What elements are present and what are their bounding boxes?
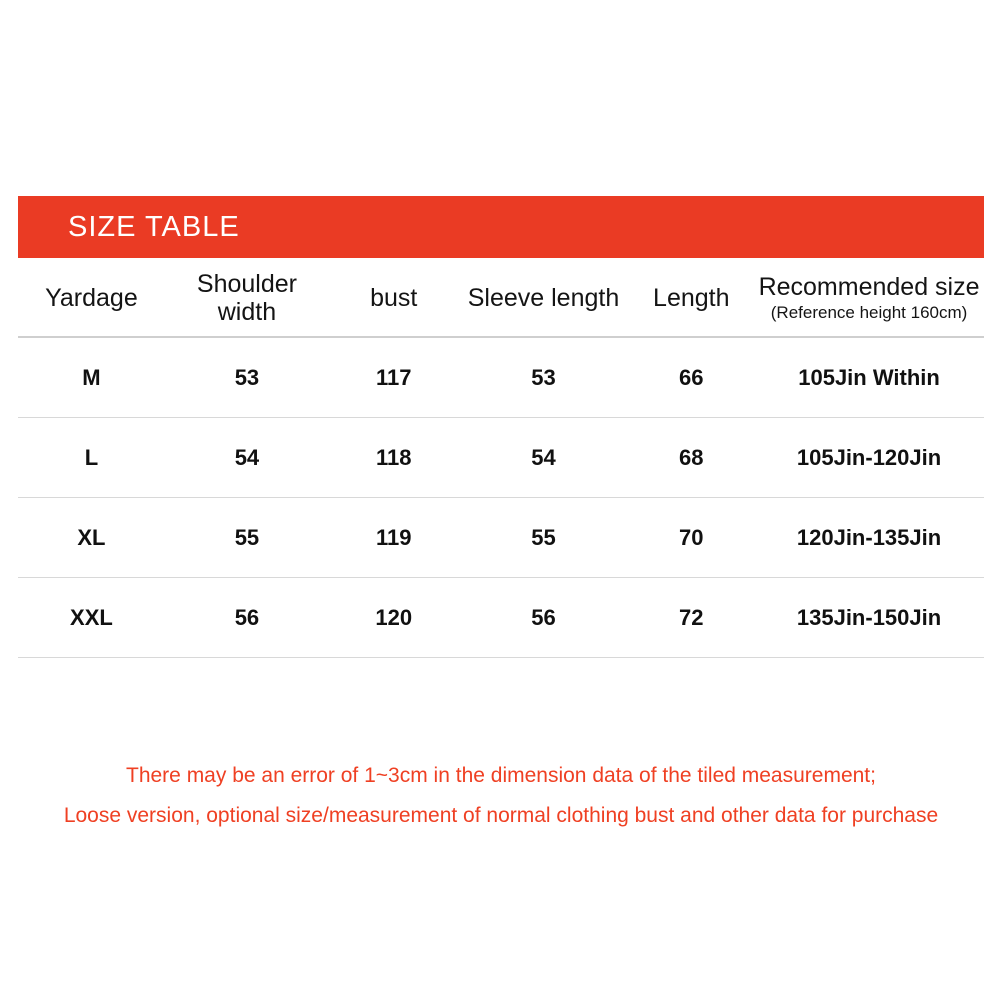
cell-length: 70 bbox=[629, 498, 755, 578]
size-table-body bbox=[18, 337, 984, 658]
cell-yardage: M bbox=[18, 337, 165, 418]
table-row bbox=[18, 418, 984, 498]
table-row bbox=[18, 337, 984, 418]
cell-yardage: XL bbox=[18, 498, 165, 578]
cell-shoulder-width: 55 bbox=[165, 498, 329, 578]
header-yardage: Yardage bbox=[18, 258, 165, 337]
size-table-banner bbox=[18, 196, 984, 258]
size-table-block bbox=[18, 196, 984, 658]
cell-shoulder-width: 56 bbox=[165, 578, 329, 658]
size-notes bbox=[0, 756, 1002, 836]
header-recommended-size-sub: (Reference height 160cm) bbox=[770, 303, 968, 323]
cell-sleeve-length: 56 bbox=[458, 578, 628, 658]
header-recommended-size bbox=[754, 258, 984, 337]
cell-recommended-size: 135Jin-150Jin bbox=[754, 578, 984, 658]
cell-shoulder-width: 53 bbox=[165, 337, 329, 418]
size-table-head bbox=[18, 258, 984, 337]
header-length: Length bbox=[629, 258, 755, 337]
cell-bust: 117 bbox=[329, 337, 458, 418]
cell-shoulder-width: 54 bbox=[165, 418, 329, 498]
cell-bust: 118 bbox=[329, 418, 458, 498]
size-note-line-2: Loose version, optional size/measurement of normal clothing bust and other data for purchase bbox=[63, 803, 939, 827]
cell-yardage: L bbox=[18, 418, 165, 498]
header-sleeve-length: Sleeve length bbox=[458, 258, 628, 337]
cell-sleeve-length: 55 bbox=[458, 498, 628, 578]
size-table-title: SIZE TABLE bbox=[68, 210, 240, 243]
table-row bbox=[18, 498, 984, 578]
cell-length: 72 bbox=[629, 578, 755, 658]
size-table bbox=[18, 258, 984, 658]
header-shoulder-width: Shoulder width bbox=[165, 258, 329, 337]
cell-bust: 120 bbox=[329, 578, 458, 658]
cell-sleeve-length: 54 bbox=[458, 418, 628, 498]
size-note-line-1: There may be an error of 1~3cm in the dimension data of the tiled measurement; bbox=[126, 764, 876, 787]
header-recommended-size-main: Recommended size bbox=[758, 273, 980, 302]
cell-bust: 119 bbox=[329, 498, 458, 578]
cell-recommended-size: 105Jin Within bbox=[754, 337, 984, 418]
header-bust: bust bbox=[329, 258, 458, 337]
cell-recommended-size: 105Jin-120Jin bbox=[754, 418, 984, 498]
table-row bbox=[18, 578, 984, 658]
cell-yardage: XXL bbox=[18, 578, 165, 658]
table-header-row bbox=[18, 258, 984, 337]
cell-length: 66 bbox=[629, 337, 755, 418]
cell-length: 68 bbox=[629, 418, 755, 498]
cell-sleeve-length: 53 bbox=[458, 337, 628, 418]
cell-recommended-size: 120Jin-135Jin bbox=[754, 498, 984, 578]
